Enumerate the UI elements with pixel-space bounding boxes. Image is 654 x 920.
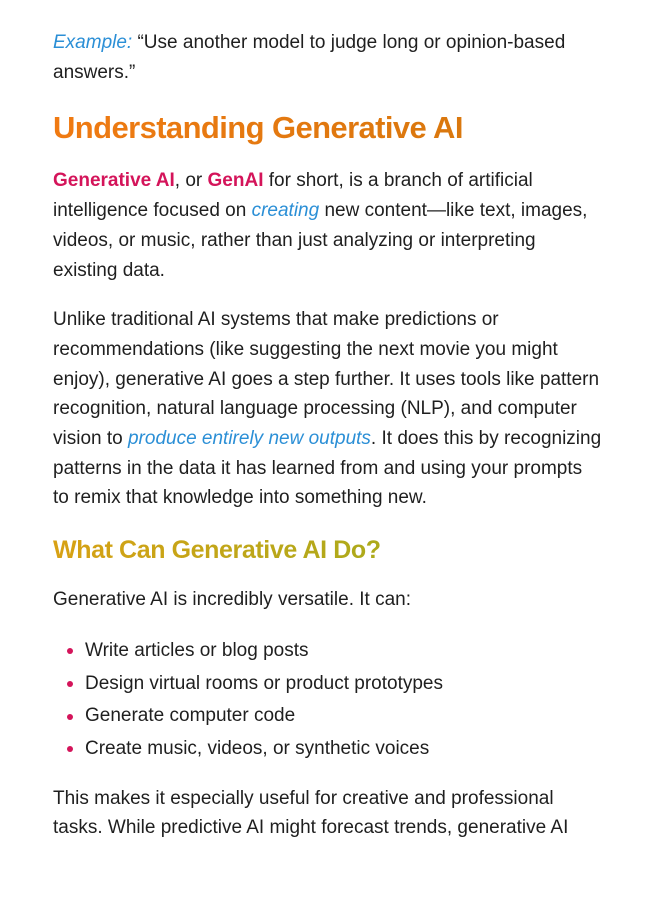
term-generative-ai: Generative AI: [53, 170, 175, 192]
example-label: Example:: [53, 32, 133, 53]
emphasis-creating: creating: [251, 200, 320, 222]
section-heading-what-can-it-do: What Can Generative AI Do?: [53, 533, 602, 567]
bullet-dot-icon: [67, 681, 73, 687]
capabilities-lead: Generative AI is incredibly versatile. It can:: [53, 589, 411, 611]
section-heading-understanding: Understanding Generative AI: [53, 108, 602, 148]
list-item: Write articles or blog posts: [67, 635, 602, 668]
genai-comparison-paragraph: Unlike traditional AI systems that make predictions or recommendations (like suggesting the next movie you might enjoy), generative AI goes a step further. It uses tools like pattern recognition, natural language processing (NLP), and computer vision to produce entirely new outputs. It does this by recognizing patterns in the data it has learned from and using your prompts to remix that knowledge into something new.: [53, 309, 602, 509]
bullet-dot-icon: [67, 714, 73, 720]
list-item: Generate computer code: [67, 700, 602, 733]
genai-definition-paragraph: Generative AI, or GenAI for short, is a branch of artificial intelligence focused on creating new content—like text, images, videos, or music, rather than just analyzing or interpreting existing data.: [53, 170, 588, 281]
bullet-dot-icon: [67, 746, 73, 752]
closing-paragraph: This makes it especially useful for creative and professional tasks. While predictive AI might forecast trends, generative AI: [53, 787, 569, 839]
example-paragraph: [53, 28, 602, 87]
bullet-dot-icon: [67, 648, 73, 654]
capabilities-list: [53, 635, 602, 766]
term-genai: GenAI: [207, 170, 264, 192]
emphasis-new-outputs: produce entirely new outputs: [127, 428, 371, 450]
list-item: Create music, videos, or synthetic voices: [67, 733, 602, 766]
list-item: Design virtual rooms or product prototypes: [67, 668, 602, 701]
example-quote: “Use another model to judge long or opinion-based answers.”: [53, 32, 566, 83]
